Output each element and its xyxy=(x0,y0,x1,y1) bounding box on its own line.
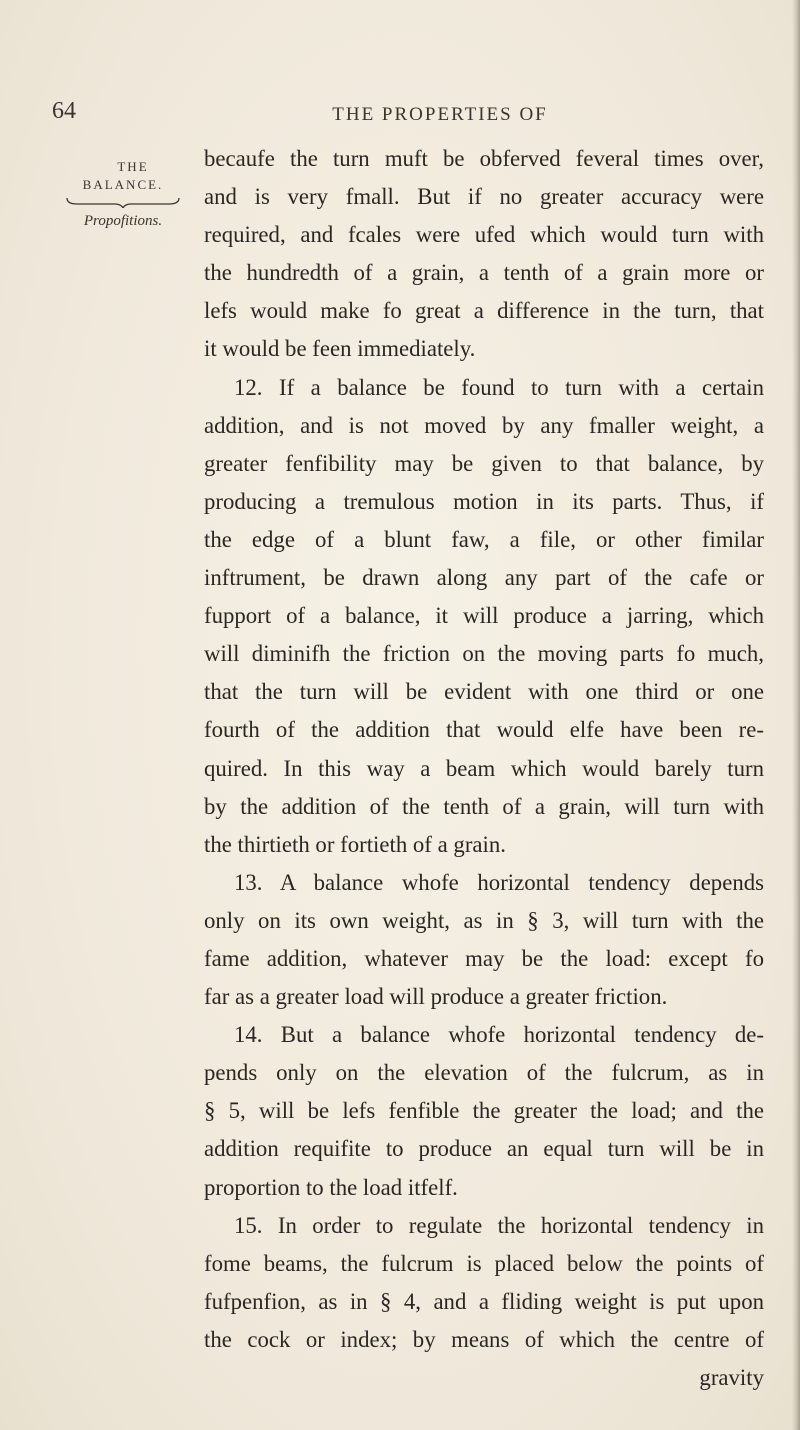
text-line: only on its own weight, as in § 3, will turn with the xyxy=(204,907,764,933)
text-line: quired. In this way a beam which would barely turn xyxy=(204,755,764,781)
margin-note-balance: BALANCE. xyxy=(82,177,164,192)
text-line: will diminifh the friction on the moving parts fo much, xyxy=(204,641,764,667)
text-line: addition, and is not moved by any fmaller weight, a xyxy=(204,412,764,438)
text-line: the hundredth of a grain, a tenth of a grain more or xyxy=(204,260,764,286)
text-line: 13. A balance whofe horizontal tendency depends xyxy=(234,869,764,895)
text-line: the cock or index; by means of which the centre of xyxy=(204,1326,764,1352)
text-line: 15. In order to regulate the horizontal tendency in xyxy=(234,1212,764,1238)
margin-note xyxy=(48,158,198,232)
margin-note-the: THE xyxy=(117,159,149,174)
catchword: gravity xyxy=(699,1365,764,1390)
text-line: it would be feen immediately. xyxy=(204,336,476,362)
text-line: the thirtieth or fortieth of a grain. xyxy=(204,831,506,857)
running-head xyxy=(0,104,800,126)
text-line: fupport of a balance, it will produce a jarring, which xyxy=(204,603,764,629)
running-head-text: THE PROPERTIES OF xyxy=(332,104,548,125)
page-edge-shadow xyxy=(792,0,800,1430)
text-line: required, and fcales were ufed which would turn with xyxy=(204,222,764,248)
text-line: fourth of the addition that would elfe have been re- xyxy=(204,717,764,743)
text-line: greater fenfibility may be given to that balance, by xyxy=(204,450,764,476)
text-line: and is very fmall. But if no greater accuracy were xyxy=(204,184,764,210)
text-line: fome beams, the fulcrum is placed below the points of xyxy=(204,1250,764,1276)
text-line: inftrument, be drawn along any part of the cafe or xyxy=(204,565,764,591)
text-line: far as a greater load will produce a greater friction. xyxy=(204,984,668,1010)
text-line: by the addition of the tenth of a grain, will turn with xyxy=(204,793,764,819)
text-line: the edge of a blunt faw, a file, or other fimilar xyxy=(204,526,764,552)
text-line: pends only on the elevation of the fulcrum, as in xyxy=(204,1060,764,1086)
text-line: fufpenfion, as in § 4, and a fliding weight is put upon xyxy=(204,1288,764,1314)
margin-note-propositions: Propofitions. xyxy=(83,213,163,229)
page-number: 64 xyxy=(52,98,76,124)
text-line: becaufe the turn muft be obferved feveral times over, xyxy=(204,146,764,171)
brace-icon xyxy=(63,196,183,208)
text-line: proportion to the load itfelf. xyxy=(204,1174,458,1200)
text-line: 14. But a balance whofe horizontal tendency de- xyxy=(234,1022,764,1048)
text-line: addition requifite to produce an equal turn will be in xyxy=(204,1136,764,1162)
body-text xyxy=(204,140,764,1397)
text-line: producing a tremulous motion in its parts. Thus, if xyxy=(204,488,764,514)
text-line: lefs would make fo great a difference in the turn, that xyxy=(204,298,764,324)
text-line: § 5, will be lefs fenfible the greater the load; and the xyxy=(204,1098,764,1124)
text-line: 12. If a balance be found to turn with a certain xyxy=(234,374,764,400)
text-line: that the turn will be evident with one third or one xyxy=(204,679,764,705)
text-line: fame addition, whatever may be the load: except fo xyxy=(204,945,764,971)
